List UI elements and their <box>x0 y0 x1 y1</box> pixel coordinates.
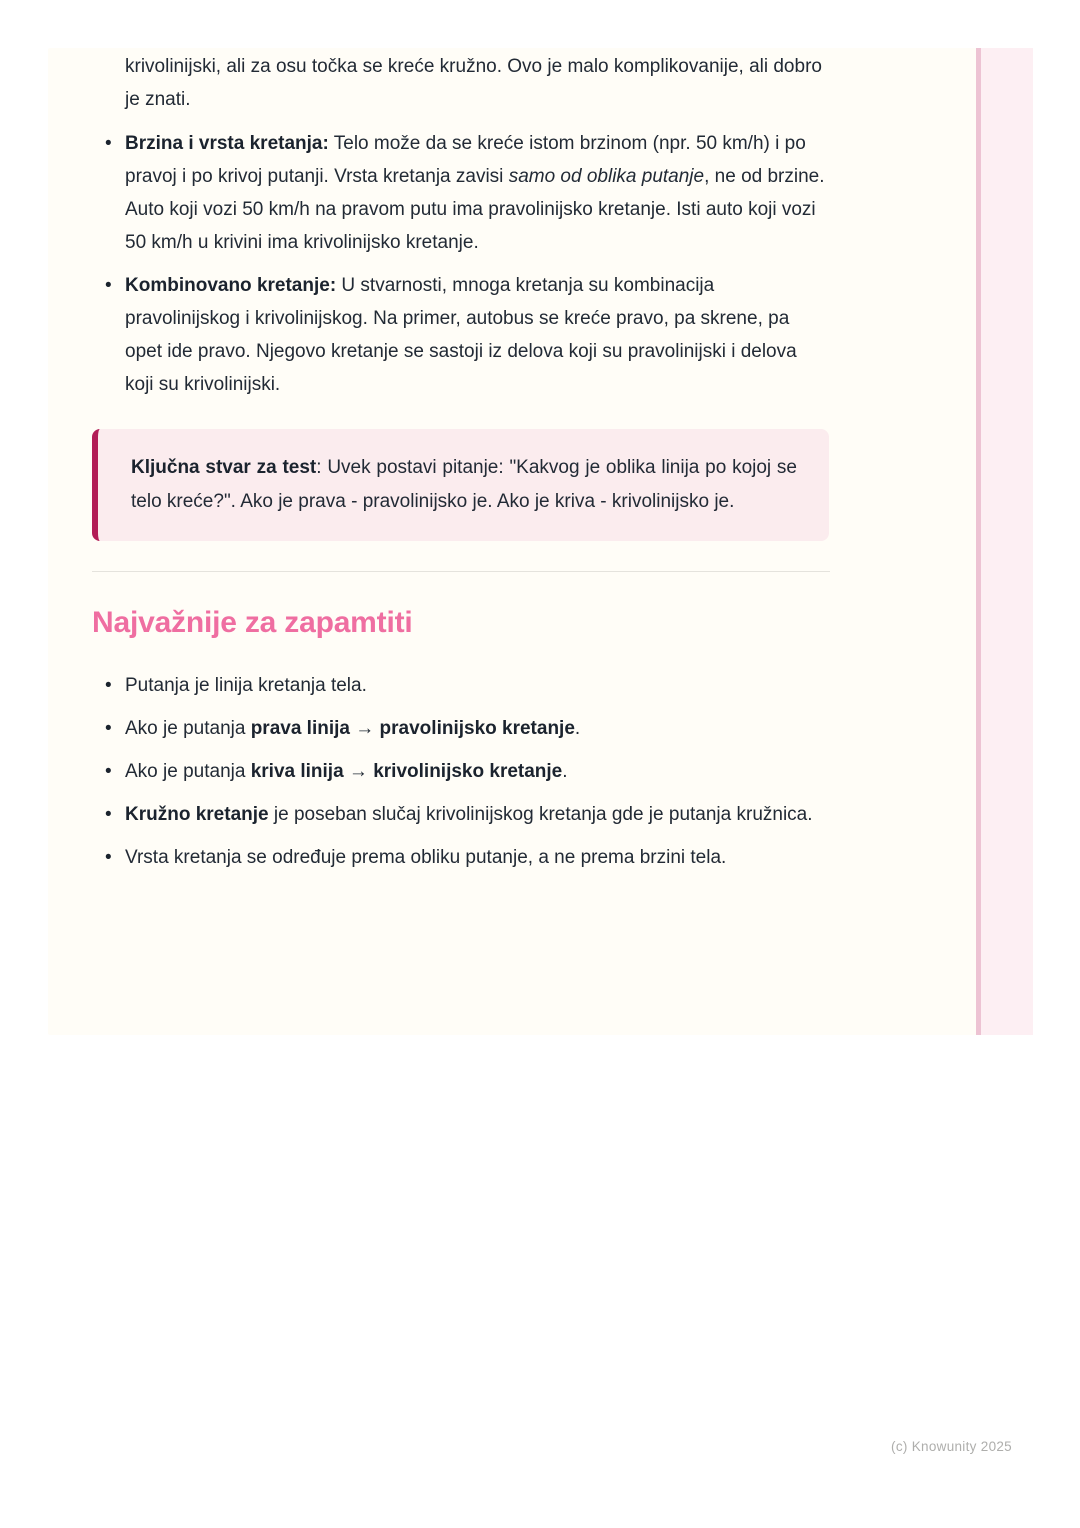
list-item: • Kružno kretanje je poseban slučaj krivolinijskog kretanja gde je putanja kružnica. <box>125 798 829 831</box>
section-divider <box>92 571 830 572</box>
intro-paragraph: krivolinijski, ali za osu točka se kreće kružno. Ovo je malo komplikovanije, ali dobro je znati. <box>125 56 822 110</box>
footer-credit: (c) Knowunity 2025 <box>891 1439 1012 1454</box>
list-item: • Kombinovano kretanje: U stvarnosti, mnoga kretanja su kombinacija pravolinijskog i krivolinijskog. Na primer, autobus se kreće pravo, pa skrene, pa opet ide pravo. Njegovo kretanje se sastoji iz delova koji su pravolinijski i delova koji su krivolinijski. <box>125 269 829 401</box>
section-heading: Najvažnije za zapamtiti <box>92 606 413 639</box>
list-item: • Putanja je linija kretanja tela. <box>125 669 829 702</box>
list-item: • Vrsta kretanja se određuje prema obliku putanje, a ne prema brzini tela. <box>125 841 829 874</box>
callout-text: Ključna stvar za test: Uvek postavi pitanje: "Kakvog je oblika linija po kojoj se telo kreće?". Ako je prava - pravolinijsko je. Ako je kriva - krivolinijsko je. <box>131 457 797 512</box>
list-item: • Ako je putanja prava linija → pravolinijsko kretanje. <box>125 712 829 745</box>
list-item: • Ako je putanja kriva linija → krivolinijsko kretanje. <box>125 755 829 788</box>
list-item: • Brzina i vrsta kretanja: Telo može da se kreće istom brzinom (npr. 50 km/h) i po pravoj i po krivoj putanji. Vrsta kretanja zavisi samo od oblika putanje, ne od brzine. Auto koji vozi 50 km/h na pravom putu ima pravolinijsko kretanje. Isti auto koji vozi 50 km/h u krivini ima krivolinijsko kretanje. <box>125 127 829 259</box>
summary-list <box>125 669 829 874</box>
document-content <box>92 50 829 874</box>
bullet-list <box>125 127 829 401</box>
accent-strip <box>976 48 1033 1035</box>
callout-box <box>92 429 829 541</box>
